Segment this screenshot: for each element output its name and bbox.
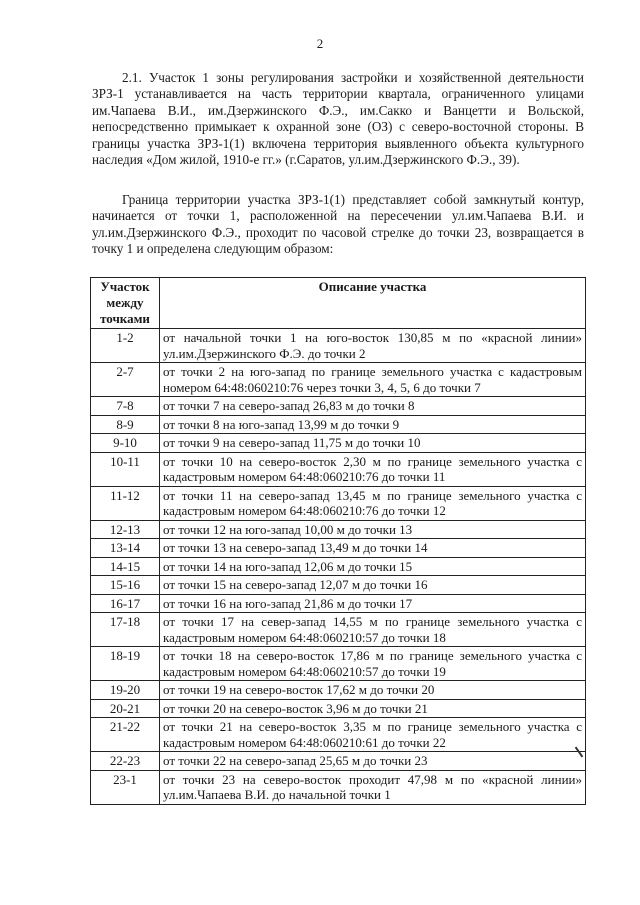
table-row bbox=[91, 647, 586, 681]
description-cell: от точки 7 на северо-запад 26,83 м до точки 8 bbox=[160, 397, 586, 416]
description-cell: от точки 23 на северо-восток проходит 47,98 м по «красной линии» ул.им.Чапаева В.И. до начальной точки 1 bbox=[160, 770, 586, 804]
table-row bbox=[91, 681, 586, 700]
segment-cell: 11-12 bbox=[91, 486, 160, 520]
table-row bbox=[91, 520, 586, 539]
segment-cell: 7-8 bbox=[91, 397, 160, 416]
header-segment: Участок между точками bbox=[91, 278, 160, 329]
segment-cell: 1-2 bbox=[91, 329, 160, 363]
segment-cell: 23-1 bbox=[91, 770, 160, 804]
description-cell: от точки 14 на юго-запад 12,06 м до точки 15 bbox=[160, 557, 586, 576]
table-header-row bbox=[91, 278, 586, 329]
description-cell: от точки 10 на северо-восток 2,30 м по границе земельного участка с кадастровым номером 64:48:060210:76 до точки 11 bbox=[160, 452, 586, 486]
description-cell: от точки 21 на северо-восток 3,35 м по границе земельного участка с кадастровым номером 64:48:060210:61 до точки 22 bbox=[160, 718, 586, 752]
segment-cell: 12-13 bbox=[91, 520, 160, 539]
table-row bbox=[91, 329, 586, 363]
description-cell: от точки 13 на северо-запад 13,49 м до точки 14 bbox=[160, 539, 586, 558]
description-cell: от точки 18 на северо-восток 17,86 м по границе земельного участка с кадастровым номером 64:48:060210:57 до точки 19 bbox=[160, 647, 586, 681]
description-cell: от точки 17 на север-запад 14,55 м по границе земельного участка с кадастровым номером 64:48:060210:57 до точки 18 bbox=[160, 613, 586, 647]
table-row bbox=[91, 415, 586, 434]
segment-cell: 17-18 bbox=[91, 613, 160, 647]
table-row bbox=[91, 363, 586, 397]
description-cell: от точки 11 на северо-запад 13,45 м по границе земельного участка с кадастровым номером 64:48:060210:76 до точки 12 bbox=[160, 486, 586, 520]
table-row bbox=[91, 718, 586, 752]
table-row bbox=[91, 770, 586, 804]
table-row bbox=[91, 486, 586, 520]
table-row bbox=[91, 699, 586, 718]
segment-cell: 10-11 bbox=[91, 452, 160, 486]
description-cell: от начальной точки 1 на юго-восток 130,85 м по «красной линии» ул.им.Дзержинского Ф.Э. до точки 2 bbox=[160, 329, 586, 363]
description-cell: от точки 16 на юго-запад 21,86 м до точки 17 bbox=[160, 594, 586, 613]
segment-cell: 15-16 bbox=[91, 576, 160, 595]
description-cell: от точки 22 на северо-запад 25,65 м до точки 23 bbox=[160, 752, 586, 771]
segment-cell: 20-21 bbox=[91, 699, 160, 718]
description-cell: от точки 20 на северо-восток 3,96 м до точки 21 bbox=[160, 699, 586, 718]
description-cell: от точки 15 на северо-запад 12,07 м до точки 16 bbox=[160, 576, 586, 595]
table-row bbox=[91, 434, 586, 453]
segment-cell: 16-17 bbox=[91, 594, 160, 613]
segment-cell: 18-19 bbox=[91, 647, 160, 681]
table-row bbox=[91, 576, 586, 595]
header-description: Описание участка bbox=[160, 278, 586, 329]
table-row bbox=[91, 397, 586, 416]
table-row bbox=[91, 594, 586, 613]
paragraph-2-1: 2.1. Участок 1 зоны регулирования застройки и хозяйственной деятельности ЗРЗ-1 устанавливается на часть территории квартала, ограниченного улицами им.Чапаева В.И., им.Дзержинского Ф.Э., им.Сакко и Ванцетти и Вольской, непосредственно примыкает к охранной зоне (ОЗ) с северо-восточной стороны. В границы участка ЗРЗ-1(1) включена территория выявленного объекта культурного наследия «Дом жилой, 1910-е гг.» (г.Саратов, ул.им.Дзержинского Ф.Э., 39). bbox=[92, 70, 584, 168]
segment-cell: 21-22 bbox=[91, 718, 160, 752]
table-row bbox=[91, 452, 586, 486]
segment-cell: 19-20 bbox=[91, 681, 160, 700]
boundary-table bbox=[90, 277, 586, 805]
segment-cell: 22-23 bbox=[91, 752, 160, 771]
segment-cell: 2-7 bbox=[91, 363, 160, 397]
segment-cell: 13-14 bbox=[91, 539, 160, 558]
description-cell: от точки 12 на юго-запад 10,00 м до точки 13 bbox=[160, 520, 586, 539]
description-cell: от точки 2 на юго-запад по границе земельного участка с кадастровым номером 64:48:060210:76 через точки 3, 4, 5, 6 до точки 7 bbox=[160, 363, 586, 397]
table-row bbox=[91, 557, 586, 576]
paragraph-boundary: Граница территории участка ЗРЗ-1(1) представляет собой замкнутый контур, начинается от точки 1, расположенной на пересечении ул.им.Чапаева В.И. и ул.им.Дзержинского Ф.Э., проходит по часовой стрелке до точки 23, возвращается в точку 1 и определена следующим образом: bbox=[92, 192, 584, 257]
description-cell: от точки 8 на юго-запад 13,99 м до точки 9 bbox=[160, 415, 586, 434]
segment-cell: 14-15 bbox=[91, 557, 160, 576]
description-cell: от точки 9 на северо-запад 11,75 м до точки 10 bbox=[160, 434, 586, 453]
description-cell: от точки 19 на северо-восток 17,62 м до точки 20 bbox=[160, 681, 586, 700]
table-row bbox=[91, 539, 586, 558]
segment-cell: 9-10 bbox=[91, 434, 160, 453]
table-row bbox=[91, 752, 586, 771]
segment-cell: 8-9 bbox=[91, 415, 160, 434]
page-number: 2 bbox=[316, 36, 324, 51]
table-row bbox=[91, 613, 586, 647]
